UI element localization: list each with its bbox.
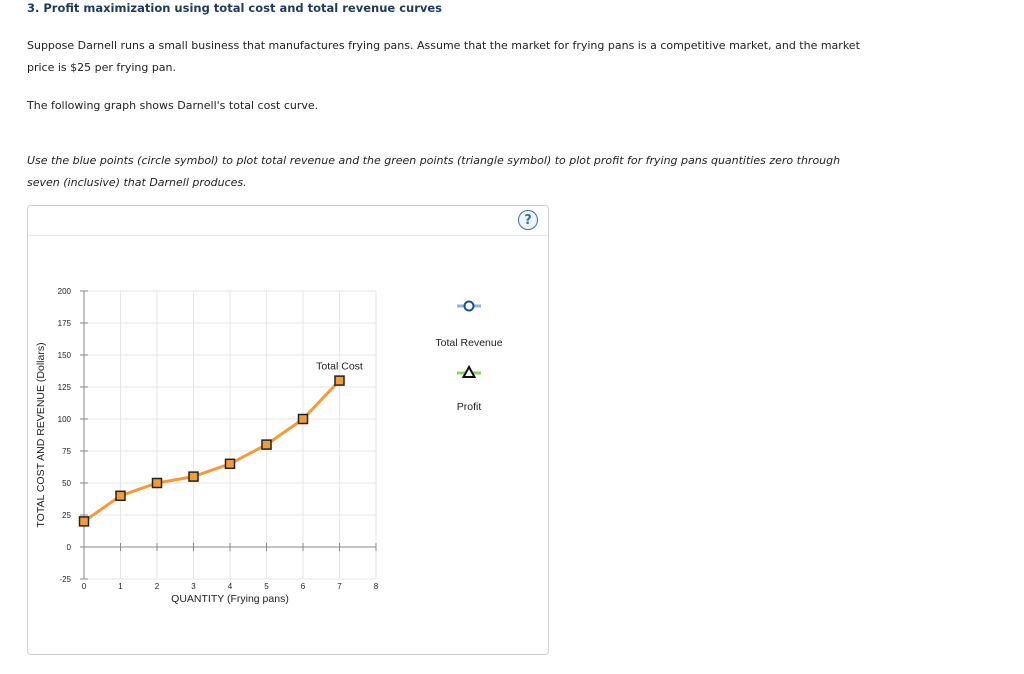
total-cost-point[interactable] [335,376,344,385]
x-tick-label: 2 [154,582,160,591]
y-tick-label: 150 [57,351,71,360]
scenario-line-1: Suppose Darnell runs a small business that manufactures frying pans. Assume that the market for frying pans is a competitive market, and the market [27,39,860,52]
scenario-line-2: price is $25 per frying pan. [27,61,177,74]
x-tick-label: 4 [227,582,233,591]
x-tick-label: 3 [191,582,196,591]
y-axis-title: TOTAL COST AND REVENUE (Dollars) [35,342,47,528]
total-cost-point[interactable] [116,491,125,500]
y-tick-label: 100 [57,415,71,424]
y-tick-label: 200 [57,287,71,296]
x-tick-label: 6 [300,582,306,591]
graph-panel [27,205,549,655]
x-axis-title: QUANTITY (Frying pans) [171,593,289,605]
x-tick-label: 1 [118,582,123,591]
chart-area[interactable] [28,206,548,654]
total-revenue-legend-circle-icon[interactable] [465,302,474,311]
total-cost-label: Total Cost [316,360,363,373]
x-tick-label: 8 [373,582,379,591]
total-cost-point[interactable] [80,517,89,526]
y-tick-label: 25 [62,511,71,520]
y-tick-label: 175 [57,319,71,328]
instructions-text [27,150,927,194]
total-cost-point[interactable] [226,459,235,468]
y-tick-label: 50 [62,479,71,488]
x-tick-label: 0 [81,582,87,591]
x-tick-label: 7 [337,582,342,591]
y-tick-label: 75 [62,447,71,456]
instructions-line-1: Use the blue points (circle symbol) to plot total revenue and the green points (triangle symbol) to plot profit for frying pans quantities zero through [27,154,841,167]
question-heading: 3. Profit maximization using total cost and total revenue curves [27,1,443,15]
total-cost-point[interactable] [262,440,271,449]
y-tick-label: -25 [59,575,71,584]
y-tick-label: 125 [57,383,71,392]
x-tick-label: 5 [264,582,269,591]
instructions-line-2: seven (inclusive) that Darnell produces. [27,176,247,189]
help-icon[interactable]: ? [518,210,538,230]
total-revenue-legend-label: Total Revenue [435,337,503,349]
total-cost-point[interactable] [299,415,308,424]
profit-legend-triangle-icon[interactable] [464,367,475,377]
y-tick-label: 0 [66,543,71,552]
scenario-text [27,35,927,79]
profit-legend-label: Profit [456,401,482,413]
total-cost-point[interactable] [153,479,162,488]
total-cost-point[interactable] [189,472,198,481]
graph-intro-text: The following graph shows Darnell's total cost curve. [27,99,319,112]
